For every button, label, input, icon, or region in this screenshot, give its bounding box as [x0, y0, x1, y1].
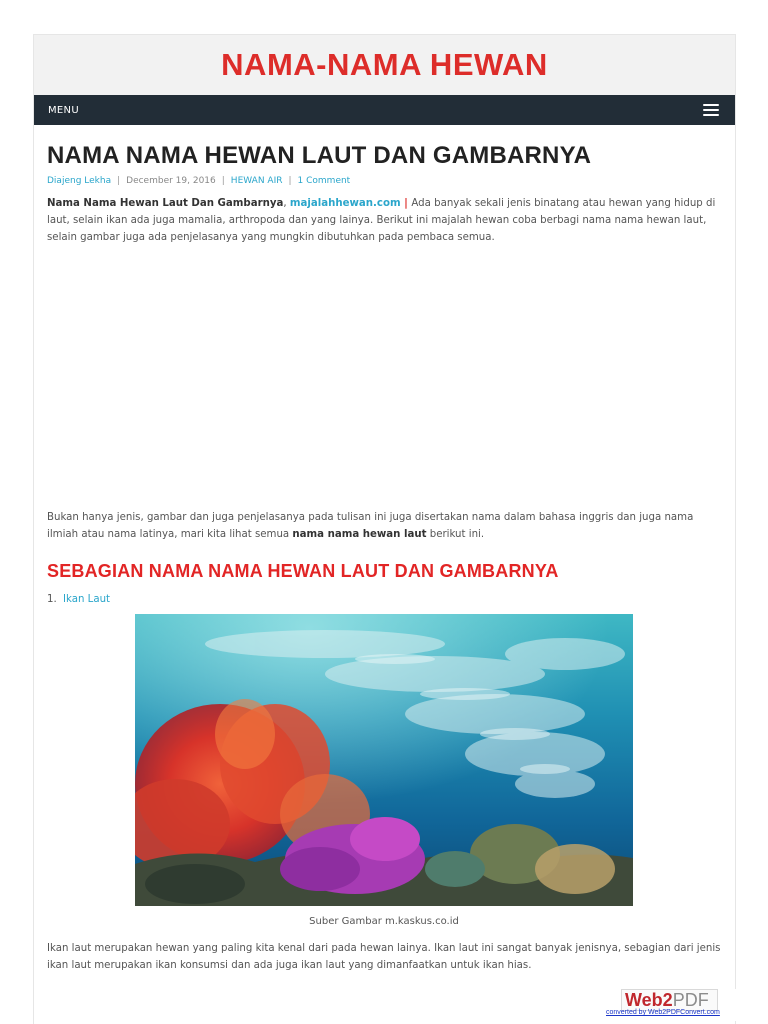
- post-meta: [47, 176, 721, 186]
- post-title: NAMA NAMA HEWAN LAUT DAN GAMBARNYA: [47, 142, 592, 169]
- ad-placeholder: [47, 246, 721, 509]
- list-number: 1.: [47, 594, 57, 605]
- web2pdf-logo[interactable]: [621, 989, 718, 1011]
- third-paragraph: Ikan laut merupakan hewan yang paling kita kenal dari pada hewan lainya. Ikan laut ini sangat banyak jenisnya, sebagian dari jenis ikan laut merupakan ikan konsumsi dan ada juga ikan laut yang dimanfaatkan untuk ikan hias.: [47, 943, 721, 971]
- image-caption: Suber Gambar m.kaskus.co.id: [309, 916, 459, 927]
- category-link[interactable]: HEWAN AIR: [230, 176, 283, 186]
- para2-text-after: berikut ini.: [426, 529, 485, 540]
- post-article: [34, 144, 735, 974]
- para2-text-before: Bukan hanya jenis, gambar dan juga penjelasanya pada tulisan ini juga disertakan nama dalam bahasa inggris dan juga nama ilmiah atau nama latinya, mari kita lihat semua: [47, 512, 694, 540]
- para2-bold: nama nama hewan laut: [292, 529, 427, 540]
- author-link[interactable]: Diajeng Lekha: [47, 176, 112, 186]
- intro-pipe: |: [400, 198, 412, 209]
- main-navbar: [34, 95, 735, 125]
- page-container: [33, 34, 736, 1024]
- hamburger-menu-icon[interactable]: [703, 104, 719, 116]
- meta-separator: |: [221, 176, 225, 186]
- post-figure: [135, 614, 633, 927]
- list-item: [47, 594, 721, 605]
- hamburger-bar: [703, 104, 719, 106]
- comments-link[interactable]: 1 Comment: [297, 176, 351, 186]
- intro-bold-lead: Nama Nama Hewan Laut Dan Gambarnya: [47, 198, 284, 209]
- hamburger-bar: [703, 114, 719, 116]
- list-link-ikan-laut[interactable]: Ikan Laut: [63, 594, 111, 605]
- site-header: [34, 35, 735, 95]
- web2pdf-badge[interactable]: [606, 989, 738, 1021]
- web2pdf-link[interactable]: converted by Web2PDFConvert.com: [606, 1009, 720, 1016]
- second-paragraph: [47, 509, 721, 543]
- coral-reef-photo: [135, 614, 633, 906]
- menu-label[interactable]: MENU: [48, 104, 79, 116]
- site-title-link[interactable]: NAMA-NAMA HEWAN: [221, 47, 548, 82]
- post-date: December 19, 2016: [126, 176, 216, 186]
- badge-brand-b: PDF: [672, 990, 709, 1010]
- hamburger-bar: [703, 109, 719, 111]
- intro-comma: ,: [283, 198, 290, 209]
- meta-separator: |: [117, 176, 121, 186]
- intro-text: Ada banyak sekali jenis binatang atau hewan yang hidup di laut, selain ikan ada juga mamalia, arthropoda dan yang lainya. Berikut ini majalah hewan coba berbagi nama nama hewan laut, selain gambar juga ada penjelasanya yang mungkin dibutuhkan pada pembaca semua.: [47, 198, 716, 243]
- section-heading: SEBAGIAN NAMA NAMA HEWAN LAUT DAN GAMBARNYA: [47, 561, 559, 581]
- intro-paragraph: [47, 195, 721, 246]
- site-link[interactable]: majalahhewan.com: [289, 198, 401, 209]
- meta-separator: |: [288, 176, 292, 186]
- badge-brand-a: Web2: [625, 990, 673, 1010]
